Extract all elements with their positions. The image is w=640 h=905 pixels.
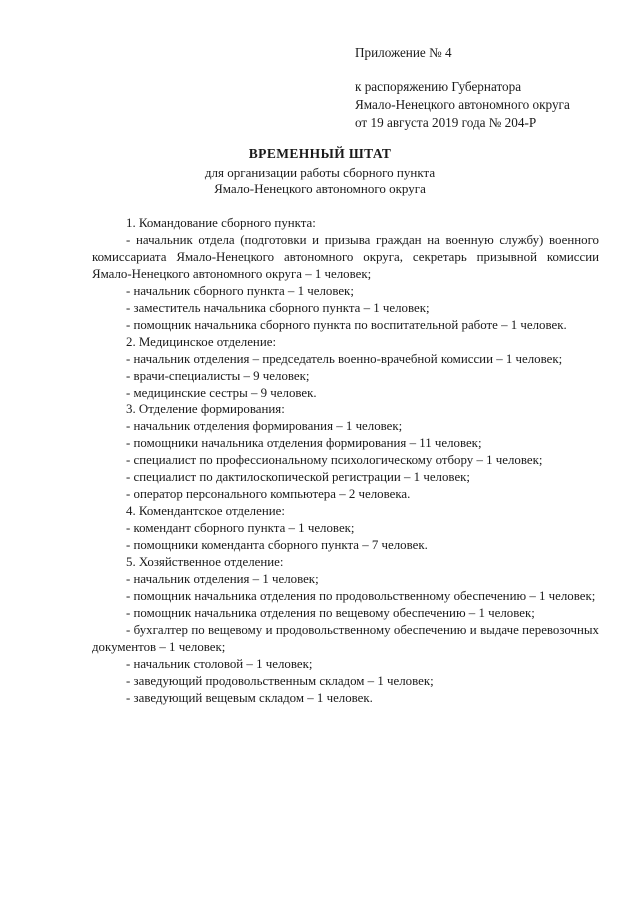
list-item: - начальник отделения – председатель военно-врачебной комиссии – 1 человек; [126, 351, 563, 366]
list-item: - специалист по профессиональному психологическому отбору – 1 человек; [126, 453, 543, 468]
list-item: - помощники коменданта сборного пункта – 7 человек. [126, 538, 428, 553]
list-item: - помощники начальника отделения формирования – 11 человек; [126, 436, 482, 451]
list-item: - помощник начальника сборного пункта по воспитательной работе – 1 человек. [126, 317, 567, 332]
document-title: ВРЕМЕННЫЙ ШТАТ [248, 146, 392, 161]
list-item: - начальник отделения формирования – 1 человек; [126, 419, 403, 434]
document-subtitle-line-1: для организации работы сборного пункта [204, 164, 436, 180]
section-heading: 2. Медицинское отделение: [126, 334, 277, 349]
list-item: - бухгалтер по вещевому и продовольственному обеспечению и выдаче перевозочных документов – 1 человек; [92, 622, 599, 654]
list-item: - помощник начальника отделения по продовольственному обеспечению – 1 человек; [126, 588, 596, 603]
list-item: - заместитель начальника сборного пункта – 1 человек; [126, 300, 430, 315]
list-item: - помощник начальника отделения по вещевому обеспечению – 1 человек; [126, 605, 535, 620]
list-item: - врачи-специалисты – 9 человек; [126, 368, 310, 383]
order-line-3: от 19 августа 2019 года № 204-Р [355, 115, 537, 130]
list-item: - начальник отдела (подготовки и призыва граждан на военную службу) военного комиссариата Ямало-Ненецкого автономного округа, секретарь призывной комиссии Ямало-Ненецкого автономного округа – 1 человек; [92, 232, 599, 281]
list-item: - начальник столовой – 1 человек; [126, 656, 313, 671]
document-subtitle-line-2: Ямало-Ненецкого автономного округа [214, 181, 426, 196]
section-heading: 5. Хозяйственное отделение: [126, 555, 284, 570]
order-line-2: Ямало-Ненецкого автономного округа [355, 97, 570, 112]
list-item: - оператор персонального компьютера – 2 человека. [126, 487, 411, 502]
section-heading: 4. Комендантское отделение: [126, 504, 285, 519]
list-item: - специалист по дактилоскопической регистрации – 1 человек; [126, 470, 471, 485]
section-heading: 1. Командование сборного пункта: [126, 216, 316, 230]
order-line-1: к распоряжению Губернатора [355, 79, 522, 94]
list-item: - заведующий продовольственным складом – 1 человек; [126, 673, 434, 688]
list-item: - начальник сборного пункта – 1 человек; [126, 283, 354, 298]
staff-list [92, 215, 599, 707]
list-item: - комендант сборного пункта – 1 человек; [126, 521, 355, 536]
list-item: - заведующий вещевым складом – 1 человек. [126, 690, 373, 705]
appendix-header [355, 44, 570, 132]
list-item: - начальник отделения – 1 человек; [126, 572, 319, 587]
list-item: - медицинские сестры – 9 человек. [126, 385, 317, 400]
section-heading: 3. Отделение формирования: [126, 402, 285, 417]
title-block [0, 146, 640, 198]
appendix-label: Приложение № 4 [355, 45, 452, 60]
